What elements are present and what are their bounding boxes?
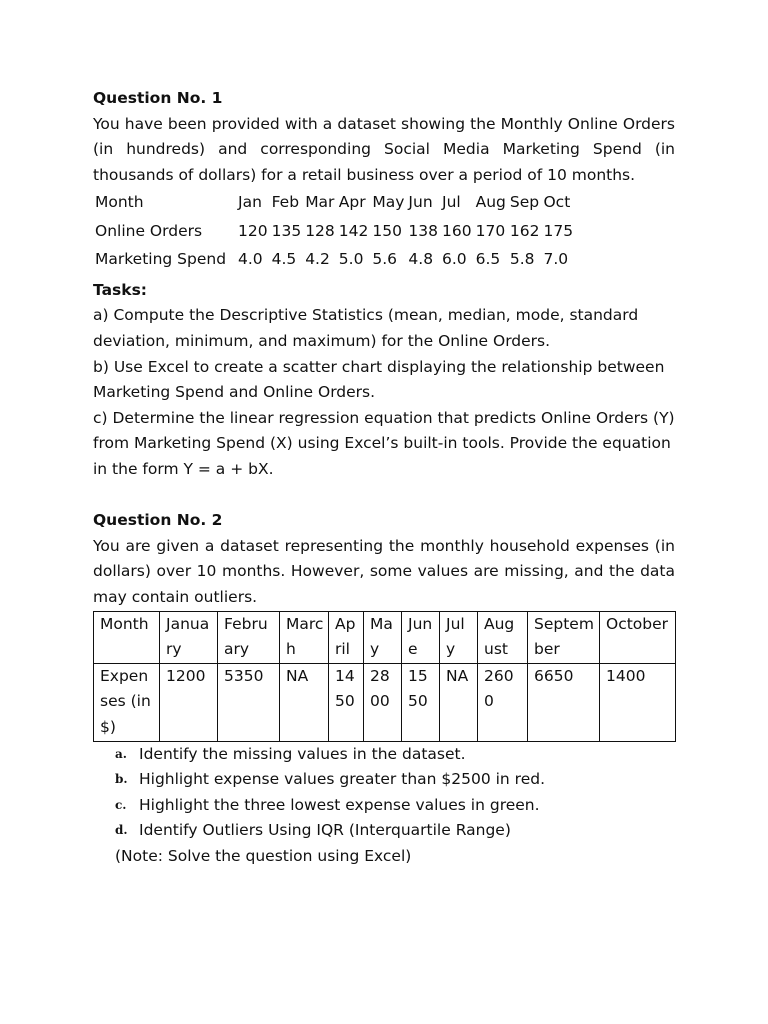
table-cell: 5.8 <box>509 250 535 269</box>
table-cell: Oct <box>543 193 571 212</box>
expense-cell: 1200 <box>160 663 218 741</box>
row-label-month: Month <box>95 193 144 212</box>
expense-cell: 1400 <box>600 663 676 741</box>
expense-cell: NA <box>280 663 329 741</box>
table-cell: 4.2 <box>305 250 330 269</box>
expense-cell: 5350 <box>218 663 280 741</box>
table-cell: 4.5 <box>271 250 297 269</box>
document-page <box>93 86 675 870</box>
list-item <box>115 818 675 844</box>
expense-cell: 2600 <box>478 663 528 741</box>
table-cell: 162 <box>509 221 540 240</box>
list-item <box>115 767 675 793</box>
table-cell: 4.8 <box>408 250 434 269</box>
month-header: September <box>528 611 600 663</box>
row-label-marketing-spend: Marketing Spend <box>95 250 227 269</box>
table-row <box>95 247 577 276</box>
month-header: August <box>478 611 528 663</box>
table-cell: 128 <box>305 221 335 240</box>
row-label-online-orders: Online Orders <box>95 221 203 240</box>
table-cell: Feb <box>271 193 300 212</box>
month-header: February <box>218 611 280 663</box>
expense-cell: 1550 <box>402 663 440 741</box>
table-cell: 5.0 <box>338 250 364 269</box>
table-row <box>95 219 577 248</box>
month-header: June <box>402 611 440 663</box>
expense-cell: 2800 <box>364 663 402 741</box>
table-cell: Mar <box>305 193 335 212</box>
item-text: Highlight expense values greater than $2500 in red. <box>139 770 546 789</box>
month-header: July <box>440 611 478 663</box>
table-cell: Aug <box>475 193 506 212</box>
item-text: Highlight the three lowest expense values in green. <box>139 795 540 814</box>
list-item <box>115 793 675 819</box>
row-label-expenses: Expenses (in $) <box>94 663 160 741</box>
month-header: October <box>600 611 676 663</box>
expenses-table <box>93 611 676 742</box>
table-cell: Jun <box>408 193 433 212</box>
table-cell: 160 <box>442 221 472 240</box>
table-cell: 138 <box>408 221 439 240</box>
expense-cell: NA <box>440 663 478 741</box>
table-row <box>94 611 676 663</box>
table-cell: 170 <box>475 221 506 240</box>
question-2-title: Question No. 2 <box>93 511 223 530</box>
table-cell: Sep <box>509 193 540 212</box>
task-b: b) Use Excel to create a scatter chart displaying the relationship between Marketing Spend and Online Orders. <box>93 357 665 402</box>
question-1-title: Question No. 1 <box>93 89 223 107</box>
list-marker: a. <box>115 746 127 761</box>
list-marker: b. <box>115 772 128 787</box>
table-cell: 5.6 <box>372 250 398 269</box>
table-cell: May <box>372 193 405 212</box>
question-2-intro: You are given a dataset representing the monthly household expenses (in dollars) over 10 months. However, some values are missing, and the data may contain outliers. <box>93 536 675 606</box>
month-header: March <box>280 611 329 663</box>
table-cell: 6.0 <box>442 250 467 269</box>
table-cell: Jan <box>238 193 262 212</box>
table-row <box>95 190 577 219</box>
list-item <box>115 742 675 768</box>
table-cell: Apr <box>338 193 366 212</box>
table-cell: 142 <box>338 221 369 240</box>
item-text: Identify the missing values in the dataset. <box>139 744 466 763</box>
table-cell: 6.5 <box>475 250 501 269</box>
excel-note: (Note: Solve the question using Excel) <box>115 846 412 865</box>
month-header: May <box>364 611 402 663</box>
task-a: a) Compute the Descriptive Statistics (mean, median, mode, standard deviation, minimum, and maximum) for the Online Orders. <box>93 306 639 351</box>
header-month: Month <box>94 611 160 663</box>
table-cell: Jul <box>442 193 461 212</box>
expense-cell: 6650 <box>528 663 600 741</box>
question-1-intro: You have been provided with a dataset showing the Monthly Online Orders (in hundreds) and corresponding Social Media Marketing Spend (in thousands of dollars) for a retail business over a period of 10 months. <box>93 114 675 184</box>
list-marker: d. <box>115 823 128 838</box>
list-marker: c. <box>115 797 127 812</box>
table-cell: 135 <box>271 221 302 240</box>
table-cell: 175 <box>543 221 574 240</box>
table-row <box>94 663 676 741</box>
question-1-data-table <box>95 190 577 276</box>
item-text: Identify Outliers Using IQR (Interquartile Range) <box>139 821 511 840</box>
table-cell: 150 <box>372 221 402 240</box>
month-header: January <box>160 611 218 663</box>
task-c: c) Determine the linear regression equation that predicts Online Orders (Y) from Marketing Spend (X) using Excel’s built-in tools. Provide the equation in the form Y = a + bX. <box>93 408 675 479</box>
table-cell: 7.0 <box>543 250 569 269</box>
expense-cell: 1450 <box>329 663 364 741</box>
month-header: April <box>329 611 364 663</box>
table-cell: 4.0 <box>238 250 263 269</box>
table-cell: 120 <box>238 221 268 240</box>
section-gap <box>93 483 675 509</box>
question-2-items <box>93 742 675 844</box>
tasks-heading: Tasks: <box>93 280 147 299</box>
